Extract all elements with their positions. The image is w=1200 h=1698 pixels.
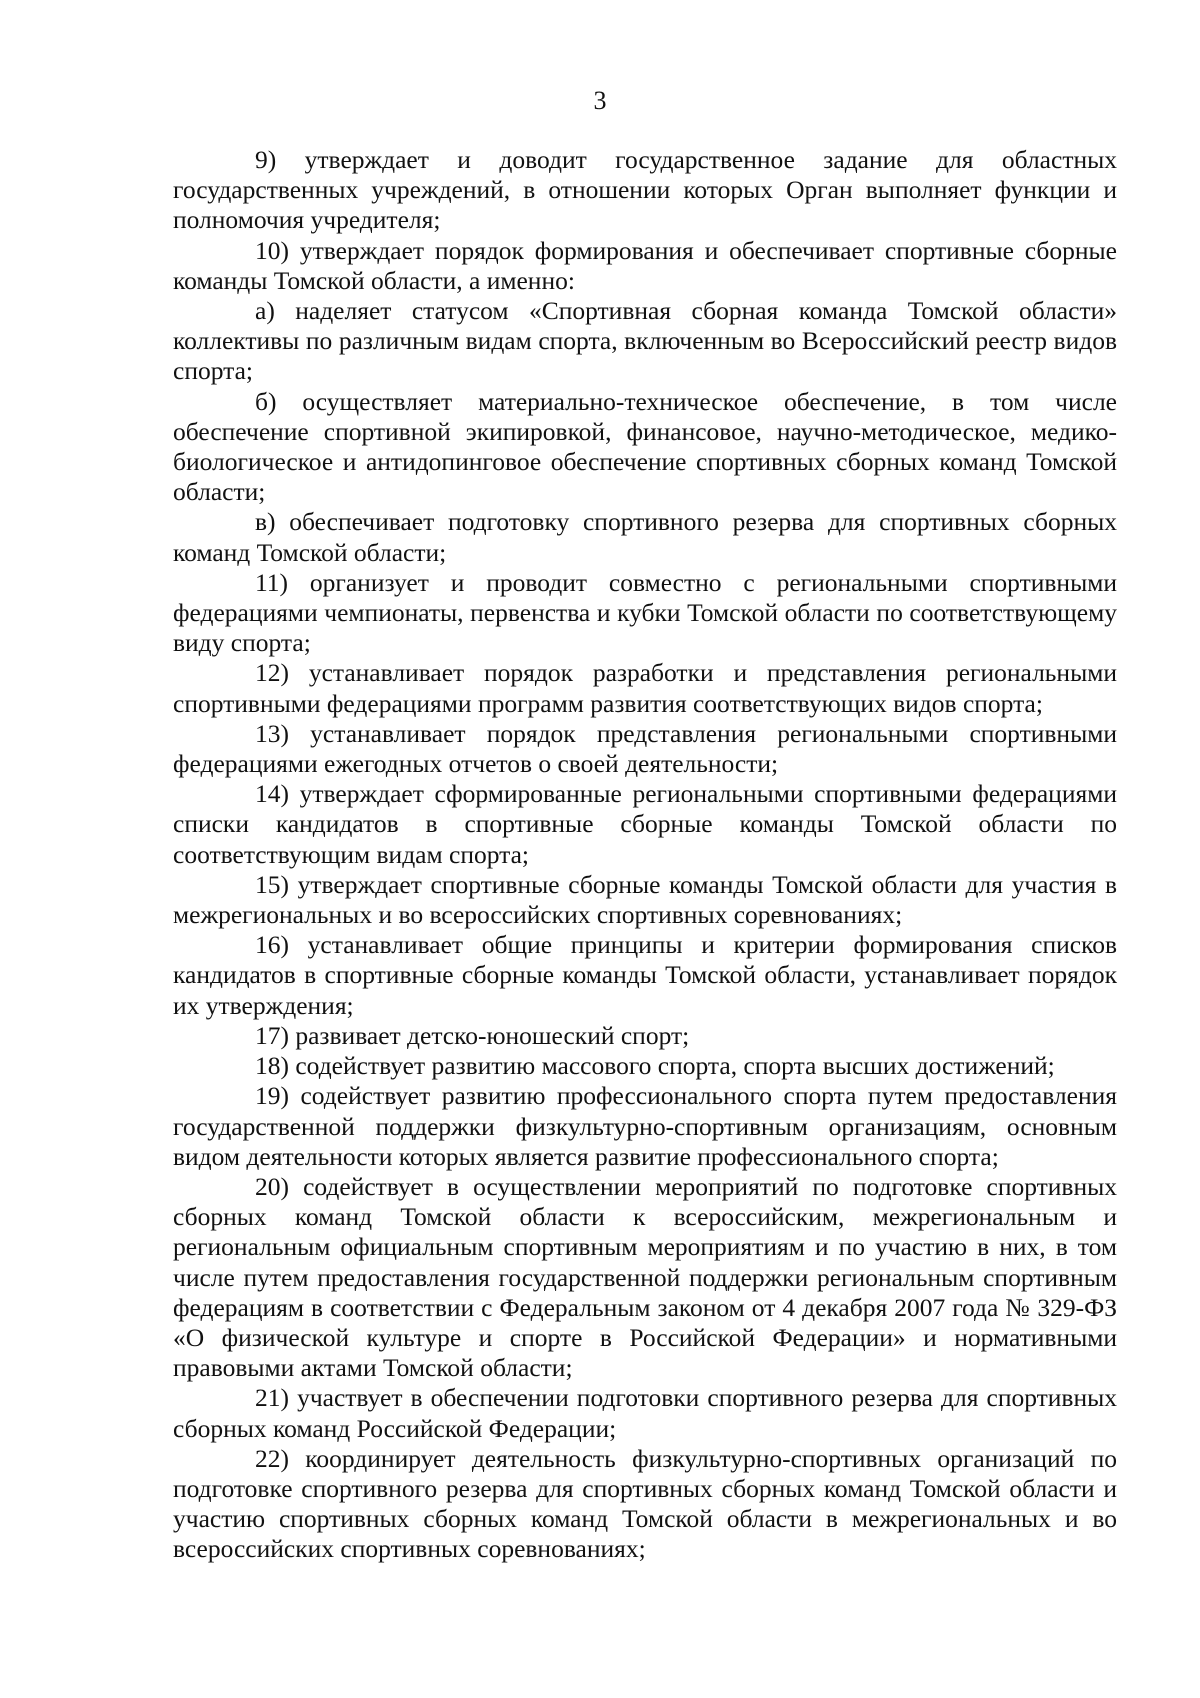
paragraph-item-17: 17) развивает детско-юношеский спорт; bbox=[255, 1020, 690, 1050]
paragraph-item-12: 12) устанавливает порядок разработки и представления региональными спортивными федерациями программ развития соответствующих видов спорта; bbox=[173, 658, 1117, 718]
paragraph-item-10: 10) утверждает порядок формирования и обеспечивает спортивные сборные команды Томской области, а именно: bbox=[173, 235, 1117, 295]
paragraph-item-14: 14) утверждает сформированные региональными спортивными федерациями списки кандидатов в спортивные сборные команды Томской области по соответствующим видам спорта; bbox=[173, 779, 1117, 869]
paragraph-item-9: 9) утверждает и доводит государственное задание для областных государственных учреждений, в отношении которых Орган выполняет функции и полномочия учредителя; bbox=[173, 145, 1117, 235]
paragraph-item-22: 22) координирует деятельность физкультурно-спортивных организаций по подготовке спортивного резерва для спортивных сборных команд Томской области и участию спортивных сборных команд Томской области в межрегиональных и во всероссийских спортивных соревнованиях; bbox=[173, 1443, 1117, 1564]
paragraph-item-21: 21) участвует в обеспечении подготовки спортивного резерва для спортивных сборных команд Российской Федерации; bbox=[173, 1383, 1117, 1443]
paragraph-item-19: 19) содействует развитию профессионального спорта путем предоставления государственной поддержки физкультурно-спортивным организациям, основным видом деятельности которых является развитие профессионального спорта; bbox=[173, 1081, 1117, 1171]
paragraph-item-18: 18) содействует развитию массового спорта, спорта высших достижений; bbox=[255, 1051, 1055, 1081]
document-body bbox=[173, 145, 1117, 1565]
paragraph-subitem-a: а) наделяет статусом «Спортивная сборная команда Томской области» коллективы по различным видам спорта, включенным во Всероссийский реестр видов спорта; bbox=[173, 296, 1117, 386]
paragraph-item-11: 11) организует и проводит совместно с региональными спортивными федерациями чемпионаты, первенства и кубки Томской области по соответствующему виду спорта; bbox=[173, 567, 1117, 658]
paragraph-subitem-v: в) обеспечивает подготовку спортивного резерва для спортивных сборных команд Томской области; bbox=[173, 507, 1117, 567]
paragraph-subitem-b: б) осуществляет материально-техническое обеспечение, в том числе обеспечение спортивной экипировкой, финансовое, научно-методическое, медико-биологическое и антидопинговое обеспечение спортивных сборных команд Томской области; bbox=[173, 386, 1117, 507]
paragraph-item-13: 13) устанавливает порядок представления региональными спортивными федерациями ежегодных отчетов о своей деятельности; bbox=[173, 718, 1117, 779]
paragraph-item-20: 20) содействует в осуществлении мероприятий по подготовке спортивных сборных команд Томской области к всероссийским, межрегиональным и региональным официальным спортивным мероприятиям и по участию в них, в том числе путем предоставления государственной поддержки региональным спортивным федерациям в соответствии с Федеральным законом от 4 декабря 2007 года № 329-ФЗ «О физической культуре и спорте в Российской Федерации» и нормативными правовыми актами Томской области; bbox=[173, 1171, 1117, 1383]
page-number: 3 bbox=[593, 86, 607, 115]
paragraph-item-16: 16) устанавливает общие принципы и критерии формирования списков кандидатов в спортивные сборные команды Томской области, устанавливает порядок их утверждения; bbox=[173, 930, 1117, 1020]
paragraph-item-15: 15) утверждает спортивные сборные команды Томской области для участия в межрегиональных и во всероссийских спортивных соревнованиях; bbox=[173, 869, 1117, 930]
